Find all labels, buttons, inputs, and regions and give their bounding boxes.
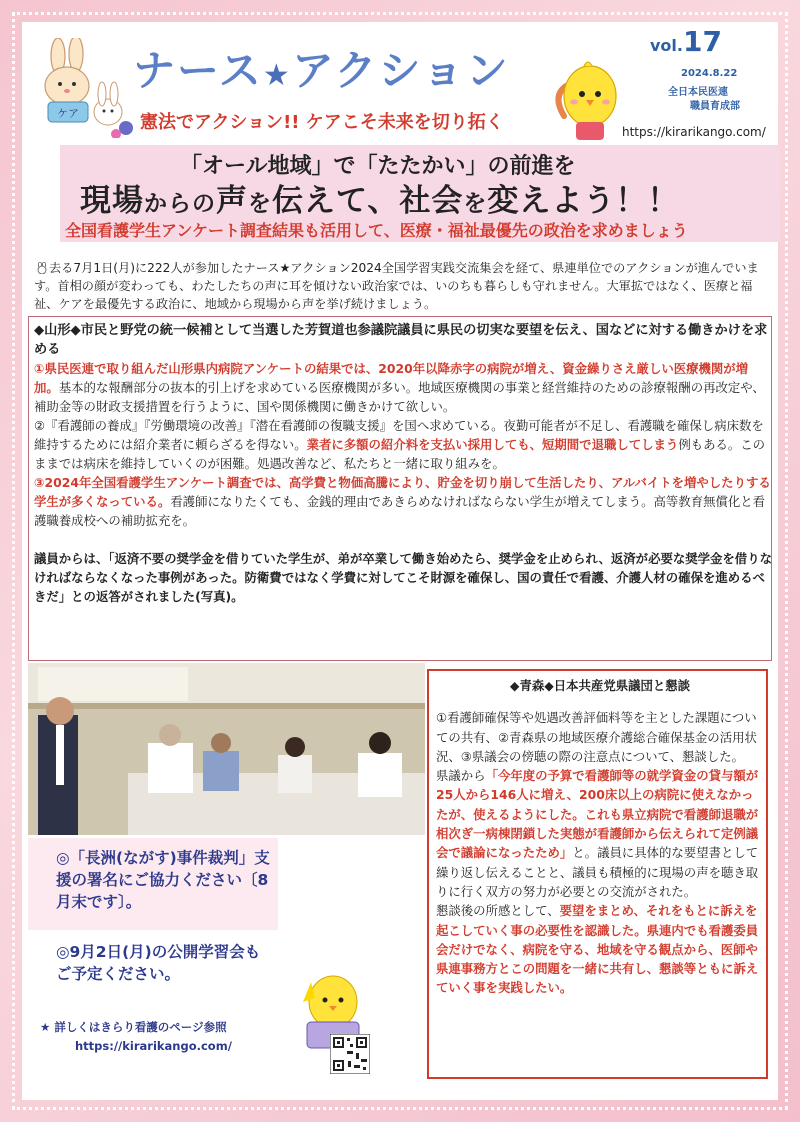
intro-paragraph bbox=[34, 259, 774, 313]
headline-line1: 「オール地域」で「たたかい」の前進を bbox=[180, 154, 576, 179]
headline-part: を bbox=[463, 191, 488, 217]
aomori-point-1: ①看護師確保等や処遇改善評価料等を主とした課題についての共有、②青森県の地域医療介護総合確保基金の活用状況、③県議会の傍聴の際の注意点について、懇談した。 bbox=[436, 710, 757, 764]
headline-main bbox=[80, 175, 679, 220]
title-part1: ナース bbox=[133, 46, 263, 95]
qr-code-icon[interactable] bbox=[330, 1034, 370, 1074]
headline-subline: 全国看護学生アンケート調査結果も活用して、医療・福祉最優先の政治を求めましょう bbox=[65, 221, 688, 240]
yamagata-point-2-text: ②『看護師の養成』『労働環境の改善』『潜在看護師の復職支援』を国へ求めている。夜勤可能者が不足し、看護職を確保し病床数を維持するためには紹介業者に頼らざるを得ない。 bbox=[34, 418, 764, 452]
yamagata-heading: ◆山形◆市民と野党の統一候補として当選した芳賀道也参議院議員に県民の切実な要望を伝え、国などに対する働きかけを求める bbox=[34, 323, 768, 357]
issue-date: 2024.8.22 bbox=[681, 68, 738, 79]
title-star-icon: ★ bbox=[262, 58, 292, 93]
headline-part: からの bbox=[144, 191, 216, 217]
rabbit-mascot-illustration bbox=[28, 38, 138, 138]
headline-part: 伝えて、社会 bbox=[272, 183, 464, 219]
volume-label: vol. bbox=[650, 36, 683, 55]
aomori-point-3-text: 懇談後の所感として、 bbox=[436, 903, 560, 919]
yamagata-point-1-text: 基本的な報酬部分の抜本的引上げを求めている医療機関が多い。地域医療機関の事業と経営維持のための診療報酬の再改定や、補助金等の財政支援措置を行うように、国や関係機関に働きかけて欲しい。 bbox=[34, 380, 765, 414]
spacer bbox=[34, 530, 772, 549]
yamagata-point-2-text-end: 例もある。このままでは病床を維持していくのが困難。処遇改善など、私たちと一緒に取り組みを。 bbox=[34, 437, 766, 471]
volume-number bbox=[650, 25, 722, 58]
headline-part: 声 bbox=[216, 183, 248, 219]
yamagata-point-3 bbox=[34, 473, 772, 530]
meeting-photo bbox=[28, 663, 425, 835]
details-note: ★ 詳しくはきらり看護のページ参照 bbox=[40, 1020, 227, 1034]
headline-part: 変えよう！！ bbox=[487, 183, 680, 219]
aomori-point-2 bbox=[436, 766, 764, 901]
aomori-point-3-highlight: 要望をまとめ、それをもとに訴えを起こしていく事の必要性を認識した。県連内でも看護委員会だけでなく、病院を守る、地域を守る観点から、医師や県連事務方とこの問題を一緒に共有し、懇談等ともに訴えていく事を実践したい。 bbox=[436, 903, 759, 996]
yamagata-point-3-highlight: ③2024年全国看護学生アンケート調査では、高学費と物価高騰により、貯金を切り崩して生活したり、アルバイトを増やしたりする学生が多くなっている。 bbox=[34, 475, 771, 509]
petition-notice: ◎「長洲(ながす)事件裁判」支援の署名にご協力ください〔8月末です〕。 bbox=[56, 849, 270, 911]
yamagata-point-1-highlight: ①県民医連で取り組んだ山形県内病院アンケートの結果では、2020年以降赤字の病院が増え、資金繰りさえ厳しい医療機関が増加。 bbox=[34, 361, 749, 395]
mascot-sign-text: ケア bbox=[57, 107, 79, 120]
intro-text: 去る7月1日(月)に222人が参加したナース★アクション2024全国学習実践交流集会を経て、県連単位でのアクションが進んでいます。首相の顔が変わっても、わたしたちの声に耳を傾けない政治家では、いのちも暮らしも守れません。大軍拡ではなく、医療と福祉、ケアを最優先する政治に、地域から現場から声を挙げ続けましょう。 bbox=[34, 261, 759, 311]
aomori-section bbox=[436, 676, 764, 998]
aomori-point-2-text-end: と。議員に具体的な要望書として繰り返し伝えることと、議員も積極的に現場の声を聴き取りに行く双方の努力が必要との交流がされた。 bbox=[436, 845, 759, 899]
aomori-point-3 bbox=[436, 901, 764, 997]
yamagata-section bbox=[34, 321, 772, 606]
yamagata-point-1 bbox=[34, 359, 772, 416]
headline-part: 現場 bbox=[80, 183, 144, 219]
newsletter-subtitle: 憲法でアクション!! ケアこそ未来を切り拓く bbox=[140, 112, 504, 133]
yamagata-reply: 議員からは、「返済不要の奨学金を借りていた学生が、弟が卒業して働き始めたら、奨学金を止められ、返済が必要な奨学金を借りなければならなくなった事例があった。防衛費ではなく学費に対してこそ財源を確保し、国の責任で看護、介護人材の確保を進めるべきだ」との返答がされました(写真)。 bbox=[34, 551, 772, 604]
aomori-point-2-text: 県議から bbox=[436, 768, 486, 784]
yamagata-point-2 bbox=[34, 416, 772, 473]
volume-value: 17 bbox=[682, 25, 722, 58]
yamagata-point-2-highlight: 業者に多額の紹介料を支払い採用しても、短期間で退職してしまう bbox=[306, 437, 679, 452]
title-part2: アクション bbox=[291, 46, 510, 95]
aomori-heading: ◆青森◆日本共産党県議団と懇談 bbox=[509, 678, 691, 693]
yamagata-point-3-text: 看護師になりたくても、金銭的理由であきらめなければならない学生が増えてしまう。高等教育無償化と看護職養成校への補助拡充を。 bbox=[34, 494, 766, 528]
chick-mascot-illustration bbox=[550, 56, 630, 144]
publisher-org: 全日本民医連 bbox=[668, 87, 728, 98]
header-website-link[interactable]: https://kirarikango.com/ bbox=[622, 125, 766, 139]
publisher-dept: 職員育成部 bbox=[690, 101, 740, 112]
newsletter-title bbox=[133, 38, 510, 98]
aomori-point-2-highlight: 「今年度の予算で看護師等の就学資金の貸与額が25人から146人に増え、200床以上の病院に使えなかったが、使えるようにした。これも県立病院で看護師退職が相次ぎ一病棟閉鎖した実態が看護師から伝えられて定例議会で議論になったため」 bbox=[436, 768, 759, 861]
footer-website-link[interactable]: https://kirarikango.com/ bbox=[75, 1039, 232, 1053]
headline-part: を bbox=[248, 191, 272, 217]
study-session-notice: ◎9月2日(月)の公開学習会もご予定ください。 bbox=[56, 943, 261, 983]
